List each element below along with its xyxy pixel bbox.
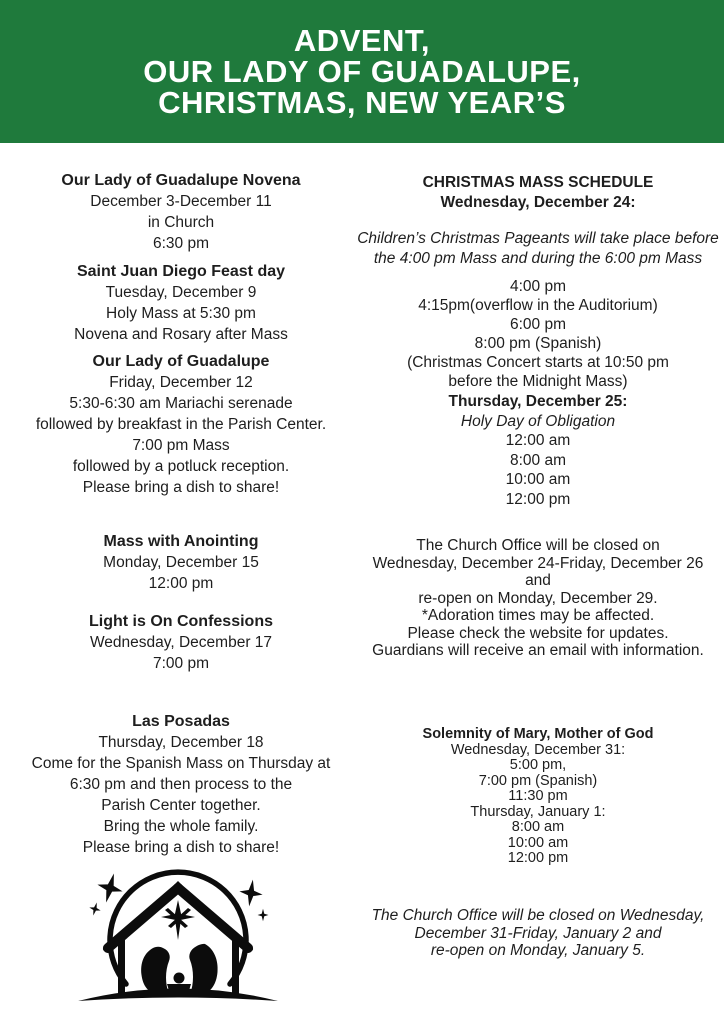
schedule-line: 12:00 am [505, 432, 571, 449]
schedule-line: followed by a potluck reception. [72, 458, 290, 475]
right-section-5 [354, 537, 722, 660]
sparkle-star-icon [88, 901, 103, 917]
schedule-line: Friday, December 12 [109, 374, 253, 391]
schedule-line: the 4:00 pm Mass and during the 6:00 pm Mass [373, 250, 703, 267]
right-section-3 [354, 277, 722, 391]
schedule-line: Wednesday, December 17 [89, 634, 273, 651]
header-banner [0, 0, 724, 143]
right-section-4 [354, 392, 722, 509]
left-section-1 [16, 170, 346, 254]
schedule-line: Please bring a dish to share! [82, 479, 280, 496]
right-section-1 [354, 173, 722, 213]
schedule-line: re-open on Monday, January 5. [430, 942, 646, 959]
schedule-line: Holy Day of Obligation [460, 412, 616, 430]
schedule-line: The Church Office will be closed on [416, 537, 660, 554]
schedule-line: 8:00 am [511, 819, 565, 835]
section-heading: CHRISTMAS MASS SCHEDULE [422, 174, 654, 191]
section-heading: Las Posadas [132, 713, 230, 730]
schedule-line: Wednesday, December 31: [450, 741, 626, 758]
stable-post-right [232, 940, 239, 994]
sparkle-star-icon [238, 878, 265, 908]
banner-title-line: ADVENT, [293, 23, 431, 58]
left-section-2 [16, 261, 346, 345]
schedule-line: 4:00 pm [509, 278, 566, 295]
section-heading: Our Lady of Guadalupe Novena [61, 172, 301, 189]
section-heading: Wednesday, December 24: [440, 194, 636, 211]
figure-mary [141, 947, 170, 994]
schedule-line: 6:30 pm and then process to the [69, 776, 293, 793]
ground-swoosh [78, 989, 278, 1002]
banner-title-line: CHRISTMAS, NEW YEAR’S [158, 85, 566, 120]
schedule-line: Holy Mass at 5:30 pm [106, 305, 256, 322]
schedule-line: Guardians will receive an email with information. [372, 642, 704, 659]
schedule-line: Thursday, January 1: [470, 803, 606, 820]
schedule-line: 12:00 pm [505, 490, 571, 508]
schedule-line: 8:00 pm (Spanish) [474, 335, 602, 352]
schedule-line: Tuesday, December 9 [105, 284, 257, 301]
left-section-3 [16, 351, 346, 498]
right-section-2 [354, 229, 722, 269]
schedule-line: 5:30-6:30 am Mariachi serenade [69, 395, 293, 412]
schedule-line: 7:00 pm Mass [132, 437, 230, 454]
left-section-6 [16, 711, 346, 858]
schedule-line: and [525, 572, 551, 589]
section-heading: Saint Juan Diego Feast day [76, 263, 286, 280]
schedule-line: The Church Office will be closed on Wednesday, [371, 907, 705, 924]
schedule-line: (Christmas Concert starts at 10:50 pm [407, 354, 669, 371]
schedule-line: *Adoration times may be affected. [421, 607, 655, 624]
nativity-scene-image [60, 860, 300, 1010]
schedule-line: followed by breakfast in the Parish Center. [35, 416, 327, 433]
schedule-line: before the Midnight Mass) [448, 373, 628, 390]
left-section-4 [16, 531, 346, 594]
schedule-line: 6:30 pm [152, 235, 209, 252]
figure-joseph [189, 944, 217, 994]
schedule-line: Wednesday, December 24-Friday, December 26 [372, 554, 704, 572]
schedule-line: 8:00 am [509, 451, 566, 469]
schedule-line: December 31-Friday, January 2 and [414, 924, 662, 942]
left-section-5 [16, 611, 346, 674]
schedule-line: 12:00 pm [148, 575, 214, 592]
right-section-6 [354, 727, 722, 867]
schedule-line: 5:00 pm, [509, 757, 567, 773]
schedule-line: 10:00 am [505, 471, 571, 488]
section-heading: Solemnity of Mary, Mother of God [422, 726, 654, 742]
schedule-line: 6:00 pm [509, 316, 566, 333]
star-of-bethlehem-icon [161, 900, 195, 940]
schedule-line: Bring the whole family. [103, 818, 259, 835]
schedule-line: 11:30 pm [508, 788, 568, 804]
schedule-line: 7:00 pm (Spanish) [478, 772, 598, 789]
stable-post-left [118, 940, 125, 994]
schedule-line: Please check the website for updates. [407, 624, 669, 642]
schedule-line: December 3-December 11 [90, 193, 272, 210]
schedule-line: Novena and Rosary after Mass [74, 326, 288, 343]
schedule-line: 7:00 pm [152, 655, 209, 672]
stable-roof [168, 881, 188, 891]
banner-title-line: OUR LADY OF GUADALUPE, [143, 54, 581, 89]
right-section-7 [354, 907, 722, 960]
schedule-line: Please bring a dish to share! [82, 839, 280, 856]
schedule-line: Come for the Spanish Mass on Thursday at [31, 755, 331, 772]
section-heading: Thursday, December 25: [448, 393, 628, 410]
nativity-silhouette-icon [60, 860, 300, 1010]
schedule-line: 4:15pm(overflow in the Auditorium) [418, 297, 658, 314]
section-heading: Light is On Confessions [88, 613, 273, 630]
schedule-line: 12:00 pm [507, 850, 569, 866]
schedule-line: Children’s Christmas Pageants will take place before [357, 230, 719, 247]
section-heading: Our Lady of Guadalupe [92, 353, 270, 370]
schedule-line: Thursday, December 18 [98, 734, 264, 751]
section-heading: Mass with Anointing [103, 533, 259, 550]
schedule-line: in Church [147, 214, 215, 231]
sparkle-star-icon [258, 909, 269, 922]
schedule-line: 10:00 am [507, 834, 569, 851]
schedule-line: re-open on Monday, December 29. [418, 589, 658, 607]
schedule-line: Monday, December 15 [103, 554, 259, 571]
schedule-line: Parish Center together. [101, 797, 261, 814]
